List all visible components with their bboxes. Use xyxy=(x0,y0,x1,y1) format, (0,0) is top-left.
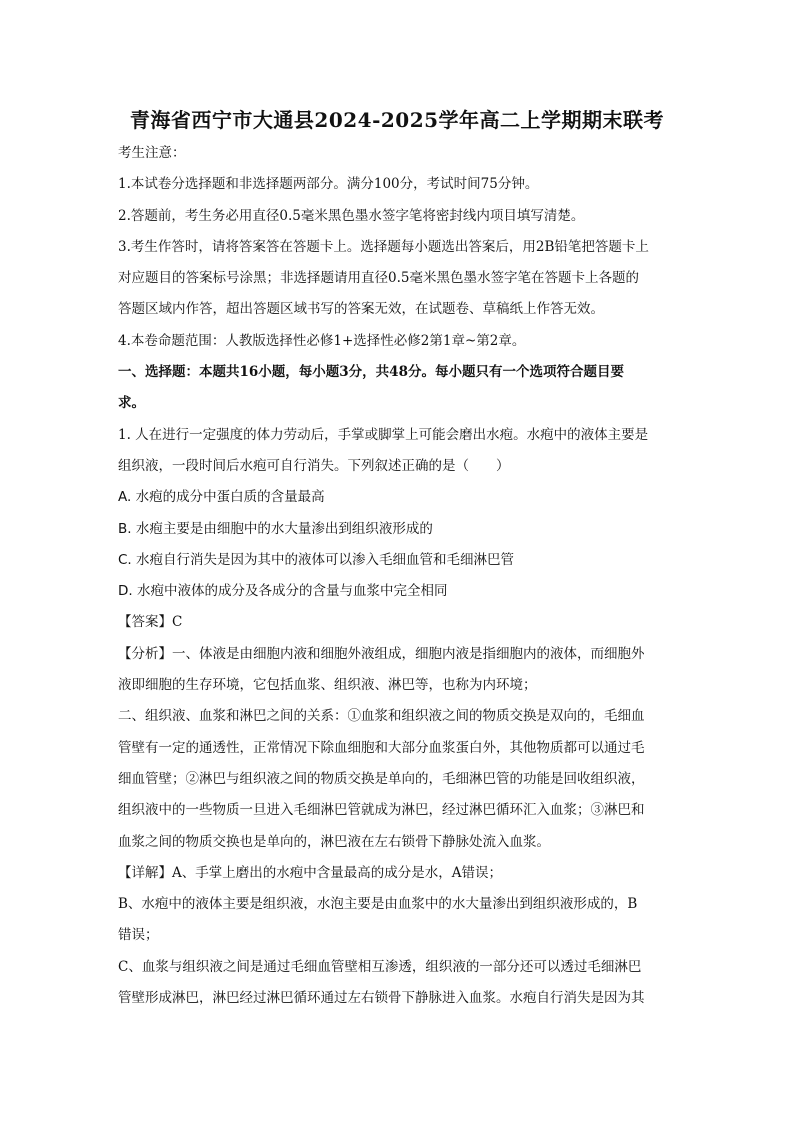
notice-line: 1.本试卷分选择题和非选择题两部分。满分100分，考试时间75分钟。 xyxy=(118,176,539,193)
notice-line: 对应题目的答案标号涂黑；非选择题请用直径0.5毫米黑色墨水签字笔在答题卡上各题的 xyxy=(118,270,639,287)
document-title: 青海省西宁市大通县2024-2025学年高二上学期期末联考 xyxy=(129,108,665,132)
option-c: C. 水疱自行消失是因为其中的液体可以渗入毛细血管和毛细淋巴管 xyxy=(118,551,515,568)
section-heading: 一、选择题：本题共16小题，每小题3分，共48分。每小题只有一个选项符合题目要 xyxy=(118,364,624,381)
analysis-line: 细血管壁；②淋巴与组织液之间的物质交换是单向的，毛细淋巴管的功能是回收组织液， xyxy=(118,770,645,787)
notice-line: 4.本卷命题范围：人教版选择性必修1+选择性必修2第1章~第2章。 xyxy=(118,332,526,349)
detail-line: 管壁形成淋巴，淋巴经过淋巴循环通过左右锁骨下静脉进入血浆。水疱自行消失是因为其 xyxy=(118,990,645,1007)
question-stem: 组织液，一段时间后水疱可自行消失。下列叙述正确的是（ ） xyxy=(118,457,510,474)
question-stem: 1. 人在进行一定强度的体力劳动后，手掌或脚掌上可能会磨出水疱。水疱中的液体主要是 xyxy=(118,426,649,443)
analysis-line: 【分析】一、体液是由细胞内液和细胞外液组成，细胞内液是指细胞内的液体，而细胞外 xyxy=(118,645,645,662)
analysis-line: 管壁有一定的通透性，正常情况下除血细胞和大部分血浆蛋白外，其他物质都可以通过毛 xyxy=(118,739,645,756)
notice-heading: 考生注意： xyxy=(118,145,186,161)
option-a: A. 水疱的成分中蛋白质的含量最高 xyxy=(118,489,325,506)
notice-line: 2.答题前，考生务必用直径0.5毫米黑色墨水签字笔将密封线内项目填写清楚。 xyxy=(118,207,585,224)
analysis-line: 液即细胞的生存环境，它包括血浆、组织液、淋巴等，也称为内环境； xyxy=(118,677,537,694)
notice-line: 答题区域内作答，超出答题区域书写的答案无效，在试题卷、草稿纸上作答无效。 xyxy=(118,301,604,318)
detail-line: 错误； xyxy=(118,927,159,944)
notice-line: 3.考生作答时，请将答案答在答题卡上。选择题每小题选出答案后，用2B铅笔把答题卡上 xyxy=(118,238,649,255)
detail-line: B、水疱中的液体主要是组织液，水泡主要是由血浆中的水大量渗出到组织液形成的，B xyxy=(118,896,638,913)
detail-line: 【详解】A、手掌上磨出的水疱中含量最高的成分是水，A错误； xyxy=(118,864,502,881)
detail-line: C、血浆与组织液之间是通过毛细血管壁相互渗透，组织液的一部分还可以透过毛细淋巴 xyxy=(118,958,642,975)
analysis-line: 血浆之间的物质交换也是单向的，淋巴液在左右锁骨下静脉处流入血浆。 xyxy=(118,833,550,850)
document-body xyxy=(118,138,678,1014)
option-d: D. 水疱中液体的成分及各成分的含量与血浆中完全相同 xyxy=(118,583,448,600)
analysis-line: 组织液中的一些物质一旦进入毛细淋巴管就成为淋巴，经过淋巴循环汇入血浆；③淋巴和 xyxy=(118,802,645,819)
analysis-line: 二、组织液、血浆和淋巴之间的关系：①血浆和组织液之间的物质交换是双向的，毛细血 xyxy=(118,708,645,725)
option-b: B. 水疱主要是由细胞中的水大量渗出到组织液形成的 xyxy=(118,520,433,537)
section-heading: 求。 xyxy=(118,395,145,412)
answer-line: 【答案】C xyxy=(118,614,183,631)
